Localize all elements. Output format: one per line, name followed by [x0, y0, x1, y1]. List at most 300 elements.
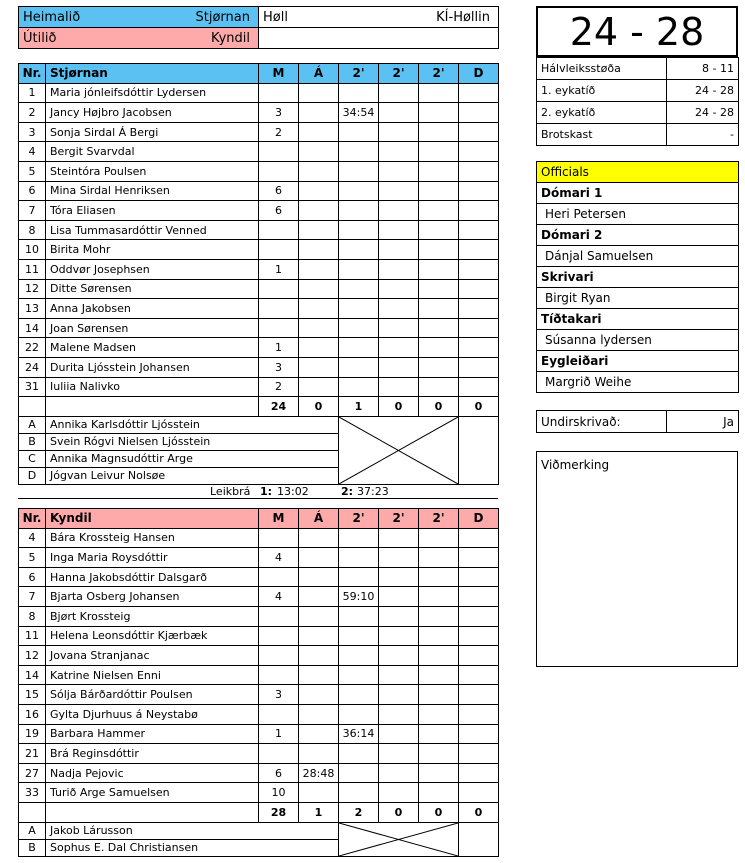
away-team-table: [18, 508, 499, 857]
player-stat-m: [259, 318, 299, 338]
player-stat-m: [259, 646, 299, 666]
player-stat-a: [299, 626, 339, 646]
player-stat-m: [259, 142, 299, 162]
player-stat-a: [299, 181, 339, 201]
table-row: [19, 377, 499, 397]
player-name: Maria jónleifsdóttir Lydersen: [46, 83, 259, 103]
player-name: Brá Reginsdóttir: [46, 744, 259, 764]
cross-mark-icon: [339, 823, 458, 856]
player-stat-t2: [379, 626, 419, 646]
player-stat-m: 1: [259, 724, 299, 744]
totals-row: [19, 397, 499, 417]
team-official-name: Jógvan Leivur Nolsøe: [46, 467, 339, 484]
total-m: 24: [259, 397, 299, 417]
table-row: [19, 279, 499, 299]
player-number: 15: [19, 685, 46, 705]
official-name-row: [537, 246, 739, 267]
player-stat-m: [259, 299, 299, 319]
player-name: Joan Sørensen: [46, 318, 259, 338]
player-name: Sonja Sirdal Á Bergi: [46, 122, 259, 142]
player-number: 16: [19, 704, 46, 724]
player-stat-d: [459, 338, 499, 358]
period-label: Brotskast: [537, 124, 667, 146]
away-player-rows: [19, 528, 499, 856]
totals-spacer: [19, 397, 46, 417]
total-m: 28: [259, 802, 299, 822]
home-team-table: [18, 63, 499, 485]
player-stat-t2: [379, 83, 419, 103]
player-stat-a: [299, 142, 339, 162]
player-stat-d: [459, 548, 499, 568]
official-name: Súsanna lydersen: [537, 330, 739, 351]
col-nr: Nr.: [19, 64, 46, 84]
player-stat-t3: [419, 606, 459, 626]
player-stat-t2: [379, 357, 419, 377]
player-name: Ditte Sørensen: [46, 279, 259, 299]
player-stat-a: [299, 567, 339, 587]
player-stat-t2: [379, 783, 419, 803]
player-stat-t2: [379, 161, 419, 181]
period-value: -: [667, 124, 739, 146]
player-number: 7: [19, 201, 46, 221]
official-role-row: [537, 267, 739, 288]
player-stat-a: [299, 685, 339, 705]
col-nr: Nr.: [19, 509, 46, 529]
player-stat-t1: [339, 528, 379, 548]
table-row: [19, 142, 499, 162]
player-stat-a: [299, 548, 339, 568]
away-team-cell: [19, 28, 259, 49]
table-row: [19, 783, 499, 803]
player-stat-t3: [419, 377, 459, 397]
period-label: 1. eykatíð: [537, 80, 667, 102]
player-number: 19: [19, 724, 46, 744]
total-t2: 0: [379, 397, 419, 417]
official-role: Skrivari: [537, 267, 739, 288]
player-stat-m: 4: [259, 548, 299, 568]
player-stat-d: [459, 220, 499, 240]
player-name: Jancy Højbro Jacobsen: [46, 103, 259, 123]
player-stat-t3: [419, 122, 459, 142]
official-role-row: [537, 183, 739, 204]
player-stat-m: 10: [259, 783, 299, 803]
player-stat-t3: [419, 279, 459, 299]
player-stat-t1: [339, 357, 379, 377]
player-stat-d: [459, 142, 499, 162]
empty-cell: [459, 416, 499, 484]
player-name: Bjørt Krossteig: [46, 606, 259, 626]
player-name: Mina Sirdal Henriksen: [46, 181, 259, 201]
player-stat-t1: [339, 665, 379, 685]
official-name: Heri Petersen: [537, 204, 739, 225]
table-row: [19, 83, 499, 103]
player-stat-t1: [339, 161, 379, 181]
player-stat-t1: [339, 548, 379, 568]
player-stat-t2: [379, 318, 419, 338]
period-row: [537, 80, 739, 102]
player-stat-t3: [419, 665, 459, 685]
home-label: Heimalið: [23, 9, 81, 25]
player-stat-t2: [379, 567, 419, 587]
player-name: Helena Leonsdóttir Kjærbæk: [46, 626, 259, 646]
period-label: 2. eykatíð: [537, 102, 667, 124]
player-stat-t1: [339, 646, 379, 666]
timeout-1-label: 1:: [260, 485, 273, 498]
player-stat-d: [459, 724, 499, 744]
player-name: Iuliia Nalivko: [46, 377, 259, 397]
player-stat-m: 1: [259, 338, 299, 358]
player-number: 11: [19, 626, 46, 646]
player-stat-t3: [419, 763, 459, 783]
player-stat-a: [299, 259, 339, 279]
player-stat-d: [459, 528, 499, 548]
team-official-row: [19, 416, 499, 433]
player-stat-t1: [339, 685, 379, 705]
table-row: [19, 259, 499, 279]
player-stat-t3: [419, 567, 459, 587]
player-stat-m: 3: [259, 103, 299, 123]
player-number: 13: [19, 299, 46, 319]
official-role-row: [537, 225, 739, 246]
table-row: [19, 744, 499, 764]
player-stat-a: [299, 279, 339, 299]
officials-title: Officials: [537, 162, 739, 183]
official-name-row: [537, 372, 739, 393]
period-row: [537, 102, 739, 124]
totals-spacer: [46, 802, 259, 822]
player-stat-t1: 59:10: [339, 587, 379, 607]
player-number: 6: [19, 567, 46, 587]
table-row: [19, 181, 499, 201]
table-row: [19, 528, 499, 548]
player-stat-m: 6: [259, 763, 299, 783]
totals-spacer: [46, 397, 259, 417]
player-stat-t3: [419, 181, 459, 201]
total-t1: 2: [339, 802, 379, 822]
player-stat-a: [299, 783, 339, 803]
player-name: Barbara Hammer: [46, 724, 259, 744]
player-stat-t3: [419, 548, 459, 568]
period-label: Hálvleiksstøða: [537, 58, 667, 80]
table-row: [19, 626, 499, 646]
player-stat-t1: [339, 338, 379, 358]
player-stat-d: [459, 83, 499, 103]
home-player-rows: [19, 83, 499, 484]
player-stat-t3: [419, 201, 459, 221]
player-stat-m: [259, 744, 299, 764]
player-stat-t3: [419, 318, 459, 338]
period-scores: [536, 57, 739, 146]
player-stat-a: [299, 220, 339, 240]
player-stat-t2: [379, 142, 419, 162]
player-stat-t3: [419, 240, 459, 260]
table-row: [19, 606, 499, 626]
player-stat-d: [459, 783, 499, 803]
player-stat-t1: [339, 122, 379, 142]
player-stat-a: [299, 665, 339, 685]
player-name: Birita Mohr: [46, 240, 259, 260]
timeout-2-label: 2:: [341, 485, 354, 498]
player-stat-d: [459, 587, 499, 607]
player-stat-m: 3: [259, 685, 299, 705]
player-stat-m: [259, 220, 299, 240]
player-stat-t3: [419, 724, 459, 744]
table-row: [19, 587, 499, 607]
total-t3: 0: [419, 802, 459, 822]
official-role: Dómari 1: [537, 183, 739, 204]
player-stat-t3: [419, 646, 459, 666]
player-stat-t2: [379, 704, 419, 724]
table-row: [19, 685, 499, 705]
player-stat-t1: [339, 240, 379, 260]
player-stat-m: [259, 606, 299, 626]
player-stat-d: [459, 626, 499, 646]
player-stat-m: [259, 528, 299, 548]
team-official-id: B: [19, 839, 46, 856]
player-stat-d: [459, 122, 499, 142]
player-stat-d: [459, 161, 499, 181]
table-row: [19, 122, 499, 142]
col-m: M: [259, 64, 299, 84]
player-stat-t1: [339, 259, 379, 279]
player-name: Gylta Djurhuus á Neystabø: [46, 704, 259, 724]
totals-row: [19, 802, 499, 822]
player-stat-d: [459, 685, 499, 705]
player-stat-t2: [379, 103, 419, 123]
player-stat-d: [459, 665, 499, 685]
remarks-label: Viðmerking: [541, 458, 610, 472]
player-stat-t3: [419, 587, 459, 607]
signed-value: Ja: [667, 411, 739, 433]
player-stat-t1: [339, 626, 379, 646]
timeout-2-time: 37:23: [357, 485, 389, 498]
player-stat-a: [299, 299, 339, 319]
player-name: Inga Maria Roysdóttir: [46, 548, 259, 568]
player-stat-d: [459, 377, 499, 397]
venue-label: Høll: [263, 9, 288, 25]
player-name: Durita Ljósstein Johansen: [46, 357, 259, 377]
signed-label: Undirskrivað:: [537, 411, 667, 433]
col-a: Á: [299, 64, 339, 84]
player-stat-t1: [339, 201, 379, 221]
period-row: [537, 58, 739, 80]
table-row: [19, 299, 499, 319]
player-stat-d: [459, 763, 499, 783]
player-number: 5: [19, 548, 46, 568]
player-number: 4: [19, 528, 46, 548]
player-name: Nadja Pejovic: [46, 763, 259, 783]
player-stat-t1: [339, 763, 379, 783]
player-name: Jovana Stranjanac: [46, 646, 259, 666]
player-name: Katrine Nielsen Enni: [46, 665, 259, 685]
player-stat-t1: [339, 377, 379, 397]
table-row: [19, 338, 499, 358]
player-stat-t2: [379, 528, 419, 548]
col-team-name: Kyndil: [46, 509, 259, 529]
total-t2: 0: [379, 802, 419, 822]
player-stat-t3: [419, 220, 459, 240]
player-stat-t2: [379, 665, 419, 685]
player-stat-a: 28:48: [299, 763, 339, 783]
table-row: [19, 646, 499, 666]
player-stat-t1: [339, 220, 379, 240]
player-stat-m: [259, 567, 299, 587]
table-row: [19, 704, 499, 724]
player-stat-a: [299, 704, 339, 724]
official-name: Birgit Ryan: [537, 288, 739, 309]
timeout-label: Leikbrá: [210, 485, 251, 498]
table-row: [19, 201, 499, 221]
away-label: Útilið: [23, 30, 57, 46]
player-stat-d: [459, 318, 499, 338]
player-number: 4: [19, 142, 46, 162]
col-2min-1: 2': [339, 509, 379, 529]
player-stat-m: 4: [259, 587, 299, 607]
team-official-id: D: [19, 467, 46, 484]
player-number: 27: [19, 763, 46, 783]
away-empty-cell: [259, 28, 499, 49]
col-2min-2: 2': [379, 509, 419, 529]
official-name: Margrið Weihe: [537, 372, 739, 393]
team-official-name: Sophus E. Dal Christiansen: [46, 839, 339, 856]
player-stat-t1: [339, 181, 379, 201]
table-row: [19, 161, 499, 181]
player-stat-d: [459, 646, 499, 666]
player-number: 33: [19, 783, 46, 803]
player-stat-d: [459, 606, 499, 626]
player-stat-a: [299, 83, 339, 103]
col-m: M: [259, 509, 299, 529]
remarks-box: [536, 451, 738, 667]
player-number: 22: [19, 338, 46, 358]
player-stat-m: 3: [259, 357, 299, 377]
player-name: Hanna Jakobsdóttir Dalsgarð: [46, 567, 259, 587]
col-team-name: Stjørnan: [46, 64, 259, 84]
team-official-name: Svein Rógvi Nielsen Ljósstein: [46, 433, 339, 450]
table-row: [19, 103, 499, 123]
player-stat-m: [259, 161, 299, 181]
player-stat-m: 2: [259, 377, 299, 397]
total-t1: 1: [339, 397, 379, 417]
player-stat-t2: [379, 763, 419, 783]
player-number: 2: [19, 103, 46, 123]
player-stat-t2: [379, 338, 419, 358]
player-stat-t2: [379, 240, 419, 260]
player-number: 1: [19, 83, 46, 103]
player-stat-t3: [419, 626, 459, 646]
col-2min-2: 2': [379, 64, 419, 84]
official-role-row: [537, 309, 739, 330]
player-stat-t1: 34:54: [339, 103, 379, 123]
player-stat-t3: [419, 528, 459, 548]
player-stat-a: [299, 744, 339, 764]
crossed-out-box: [339, 822, 459, 856]
player-name: Oddvør Josephsen: [46, 259, 259, 279]
total-d: 0: [459, 397, 499, 417]
team-official-name: Annika Karlsdóttir Ljósstein: [46, 416, 339, 433]
player-stat-d: [459, 704, 499, 724]
timeout-1-time: 13:02: [277, 485, 309, 498]
player-stat-t2: [379, 201, 419, 221]
official-role: Dómari 2: [537, 225, 739, 246]
table-row: [19, 548, 499, 568]
player-stat-t1: [339, 704, 379, 724]
player-stat-t2: [379, 548, 419, 568]
player-stat-t3: [419, 299, 459, 319]
player-stat-m: [259, 83, 299, 103]
player-stat-t3: [419, 744, 459, 764]
table-row: [19, 724, 499, 744]
player-stat-d: [459, 181, 499, 201]
player-stat-m: [259, 704, 299, 724]
player-stat-m: [259, 665, 299, 685]
player-stat-t3: [419, 259, 459, 279]
table-row: [19, 318, 499, 338]
player-number: 11: [19, 259, 46, 279]
player-stat-t3: [419, 338, 459, 358]
table-row: [19, 567, 499, 587]
player-stat-m: [259, 240, 299, 260]
player-stat-m: 2: [259, 122, 299, 142]
team-official-row: [19, 822, 499, 839]
player-name: Bergit Svarvdal: [46, 142, 259, 162]
player-stat-a: [299, 318, 339, 338]
player-name: Lisa Tummasardóttir Venned: [46, 220, 259, 240]
player-number: 5: [19, 161, 46, 181]
player-stat-t1: [339, 783, 379, 803]
player-stat-t3: [419, 685, 459, 705]
team-official-name: Annika Magnsudóttir Arge: [46, 450, 339, 467]
player-stat-t3: [419, 103, 459, 123]
official-name-row: [537, 288, 739, 309]
player-stat-m: [259, 279, 299, 299]
table-row: [19, 665, 499, 685]
player-stat-a: [299, 103, 339, 123]
player-stat-d: [459, 103, 499, 123]
player-stat-t2: [379, 122, 419, 142]
player-stat-m: 1: [259, 259, 299, 279]
player-name: Bjarta Osberg Johansen: [46, 587, 259, 607]
total-a: 1: [299, 802, 339, 822]
player-number: 31: [19, 377, 46, 397]
officials-panel: [536, 161, 739, 393]
official-role: Eygleiðari: [537, 351, 739, 372]
total-a: 0: [299, 397, 339, 417]
player-number: 10: [19, 240, 46, 260]
player-stat-a: [299, 606, 339, 626]
player-name: Turið Arge Samuelsen: [46, 783, 259, 803]
official-role-row: [537, 351, 739, 372]
player-stat-d: [459, 259, 499, 279]
player-stat-a: [299, 338, 339, 358]
player-stat-a: [299, 587, 339, 607]
player-name: Anna Jakobsen: [46, 299, 259, 319]
player-stat-m: 6: [259, 181, 299, 201]
player-number: 3: [19, 122, 46, 142]
player-number: 24: [19, 357, 46, 377]
player-stat-t2: [379, 259, 419, 279]
player-stat-a: [299, 377, 339, 397]
player-stat-t1: 36:14: [339, 724, 379, 744]
player-stat-t1: [339, 142, 379, 162]
venue-cell: [259, 7, 499, 28]
official-name-row: [537, 330, 739, 351]
player-stat-d: [459, 744, 499, 764]
player-stat-t1: [339, 279, 379, 299]
player-name: Tóra Eliasen: [46, 201, 259, 221]
venue-name: KÍ-Høllin: [436, 9, 490, 25]
player-number: 8: [19, 606, 46, 626]
